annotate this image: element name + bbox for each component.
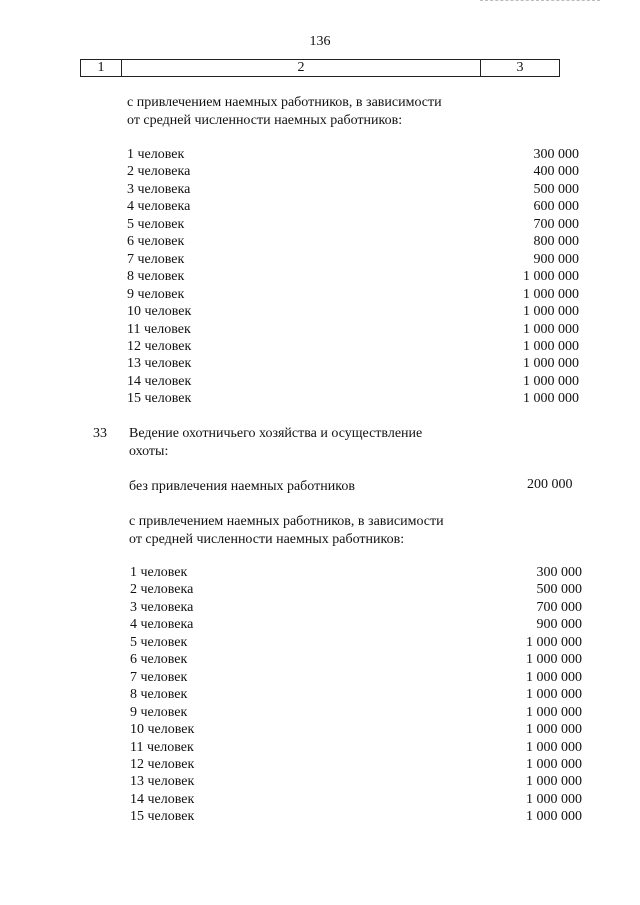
income-amount: 300 000 bbox=[533, 147, 579, 162]
employee-count-label: 2 человека bbox=[127, 164, 191, 180]
rate-row bbox=[0, 600, 640, 617]
section-33-title-line1: Ведение охотничьего хозяйства и осуществление bbox=[129, 426, 423, 441]
employee-count-label: 15 человек bbox=[130, 809, 195, 825]
employee-count-label: 5 человек bbox=[130, 634, 188, 650]
income-amount: 600 000 bbox=[533, 199, 579, 215]
employee-count-label: 1 человек bbox=[130, 565, 188, 580]
no-hired-workers-label: без привлечения наемных работников bbox=[129, 479, 355, 494]
employee-count-label: 3 человека bbox=[127, 181, 191, 197]
section-33-intro-line1: с привлечением наемных работников, в зависимости bbox=[129, 514, 444, 529]
rate-row bbox=[0, 252, 640, 269]
income-amount: 1 000 000 bbox=[526, 739, 582, 755]
employee-count-label: 9 человек bbox=[130, 704, 188, 720]
employee-count-label: 10 человек bbox=[127, 304, 192, 320]
income-amount: 1 000 000 bbox=[526, 774, 582, 790]
employee-count-label: 4 человека bbox=[130, 617, 194, 633]
income-amount: 900 000 bbox=[536, 617, 582, 633]
income-amount: 1 000 000 bbox=[523, 373, 579, 389]
rate-row bbox=[0, 670, 640, 687]
income-amount: 1 000 000 bbox=[526, 704, 582, 720]
rate-row bbox=[0, 687, 640, 704]
rate-row bbox=[0, 722, 640, 739]
section-33-intro-line2: от средней численности наемных работников: bbox=[129, 532, 405, 547]
employee-count-label: 7 человек bbox=[130, 669, 188, 685]
rate-row bbox=[0, 374, 640, 391]
column-header-row bbox=[80, 59, 560, 77]
column-header-2: 2 bbox=[122, 60, 481, 76]
column-header-3: 3 bbox=[516, 60, 524, 75]
rate-row bbox=[0, 269, 640, 286]
income-amount: 1 000 000 bbox=[523, 356, 579, 372]
employee-count-label: 8 человек bbox=[130, 687, 188, 703]
income-amount: 400 000 bbox=[533, 164, 579, 180]
employee-count-label: 1 человек bbox=[127, 147, 185, 162]
rate-row bbox=[0, 809, 640, 826]
section-33-title-line2: охоты: bbox=[129, 444, 169, 459]
employee-count-label: 5 человек bbox=[127, 216, 185, 232]
rate-row bbox=[0, 339, 640, 356]
rate-row bbox=[0, 147, 640, 164]
employee-count-label: 9 человек bbox=[127, 286, 185, 302]
income-amount: 1 000 000 bbox=[523, 269, 579, 285]
rate-row bbox=[0, 287, 640, 304]
section-33-number: 33 bbox=[93, 426, 107, 441]
page-number: 136 bbox=[309, 34, 331, 49]
employee-count-label: 2 человека bbox=[130, 582, 194, 598]
income-amount: 700 000 bbox=[533, 216, 579, 232]
income-amount: 1 000 000 bbox=[526, 791, 582, 807]
income-amount: 1 000 000 bbox=[523, 321, 579, 337]
no-hired-workers-value: 200 000 bbox=[527, 477, 573, 492]
employee-count-label: 15 человек bbox=[127, 391, 192, 407]
employee-count-label: 12 человек bbox=[130, 756, 195, 772]
rate-row bbox=[0, 792, 640, 809]
employee-count-label: 12 человек bbox=[127, 338, 192, 354]
rate-row bbox=[0, 217, 640, 234]
employee-count-label: 14 человек bbox=[130, 791, 195, 807]
income-amount: 300 000 bbox=[536, 565, 582, 580]
income-amount: 1 000 000 bbox=[526, 756, 582, 772]
rate-row bbox=[0, 182, 640, 199]
rate-row bbox=[0, 391, 640, 408]
rate-row bbox=[0, 304, 640, 321]
income-amount: 500 000 bbox=[536, 582, 582, 598]
employee-count-label: 3 человека bbox=[130, 599, 194, 615]
income-amount: 1 000 000 bbox=[526, 722, 582, 738]
section-a-intro-line2: от средней численности наемных работников: bbox=[127, 113, 403, 128]
income-amount: 1 000 000 bbox=[523, 304, 579, 320]
income-amount: 1 000 000 bbox=[526, 652, 582, 668]
income-amount: 1 000 000 bbox=[526, 634, 582, 650]
employee-count-label: 4 человека bbox=[127, 199, 191, 215]
column-header-1: 1 bbox=[81, 60, 122, 76]
employee-count-label: 6 человек bbox=[127, 234, 185, 250]
rate-row bbox=[0, 582, 640, 599]
rate-row bbox=[0, 617, 640, 634]
section-a-intro-line1: с привлечением наемных работников, в зависимости bbox=[127, 95, 442, 110]
rate-row bbox=[0, 356, 640, 373]
rate-row bbox=[0, 234, 640, 251]
employee-count-label: 13 человек bbox=[127, 356, 192, 372]
rate-row bbox=[0, 652, 640, 669]
rate-row bbox=[0, 199, 640, 216]
income-amount: 1 000 000 bbox=[523, 391, 579, 407]
employee-count-label: 6 человек bbox=[130, 652, 188, 668]
rate-row bbox=[0, 705, 640, 722]
employee-count-label: 14 человек bbox=[127, 373, 192, 389]
rate-row bbox=[0, 757, 640, 774]
rate-row bbox=[0, 565, 640, 582]
income-amount: 1 000 000 bbox=[523, 286, 579, 302]
rate-row bbox=[0, 164, 640, 181]
employee-count-label: 13 человек bbox=[130, 774, 195, 790]
income-amount: 500 000 bbox=[533, 181, 579, 197]
income-amount: 700 000 bbox=[536, 599, 582, 615]
employee-count-label: 11 человек bbox=[127, 321, 191, 337]
income-amount: 1 000 000 bbox=[526, 687, 582, 703]
rate-row bbox=[0, 740, 640, 757]
employee-count-label: 11 человек bbox=[130, 739, 194, 755]
income-amount: 800 000 bbox=[533, 234, 579, 250]
rate-row bbox=[0, 774, 640, 791]
rate-row bbox=[0, 322, 640, 339]
employee-count-label: 8 человек bbox=[127, 269, 185, 285]
income-amount: 1 000 000 bbox=[526, 669, 582, 685]
income-amount: 900 000 bbox=[533, 251, 579, 267]
rate-row bbox=[0, 635, 640, 652]
employee-count-label: 10 человек bbox=[130, 722, 195, 738]
income-amount: 1 000 000 bbox=[523, 338, 579, 354]
income-amount: 1 000 000 bbox=[526, 809, 582, 825]
scan-artifact bbox=[480, 0, 600, 3]
employee-count-label: 7 человек bbox=[127, 251, 185, 267]
